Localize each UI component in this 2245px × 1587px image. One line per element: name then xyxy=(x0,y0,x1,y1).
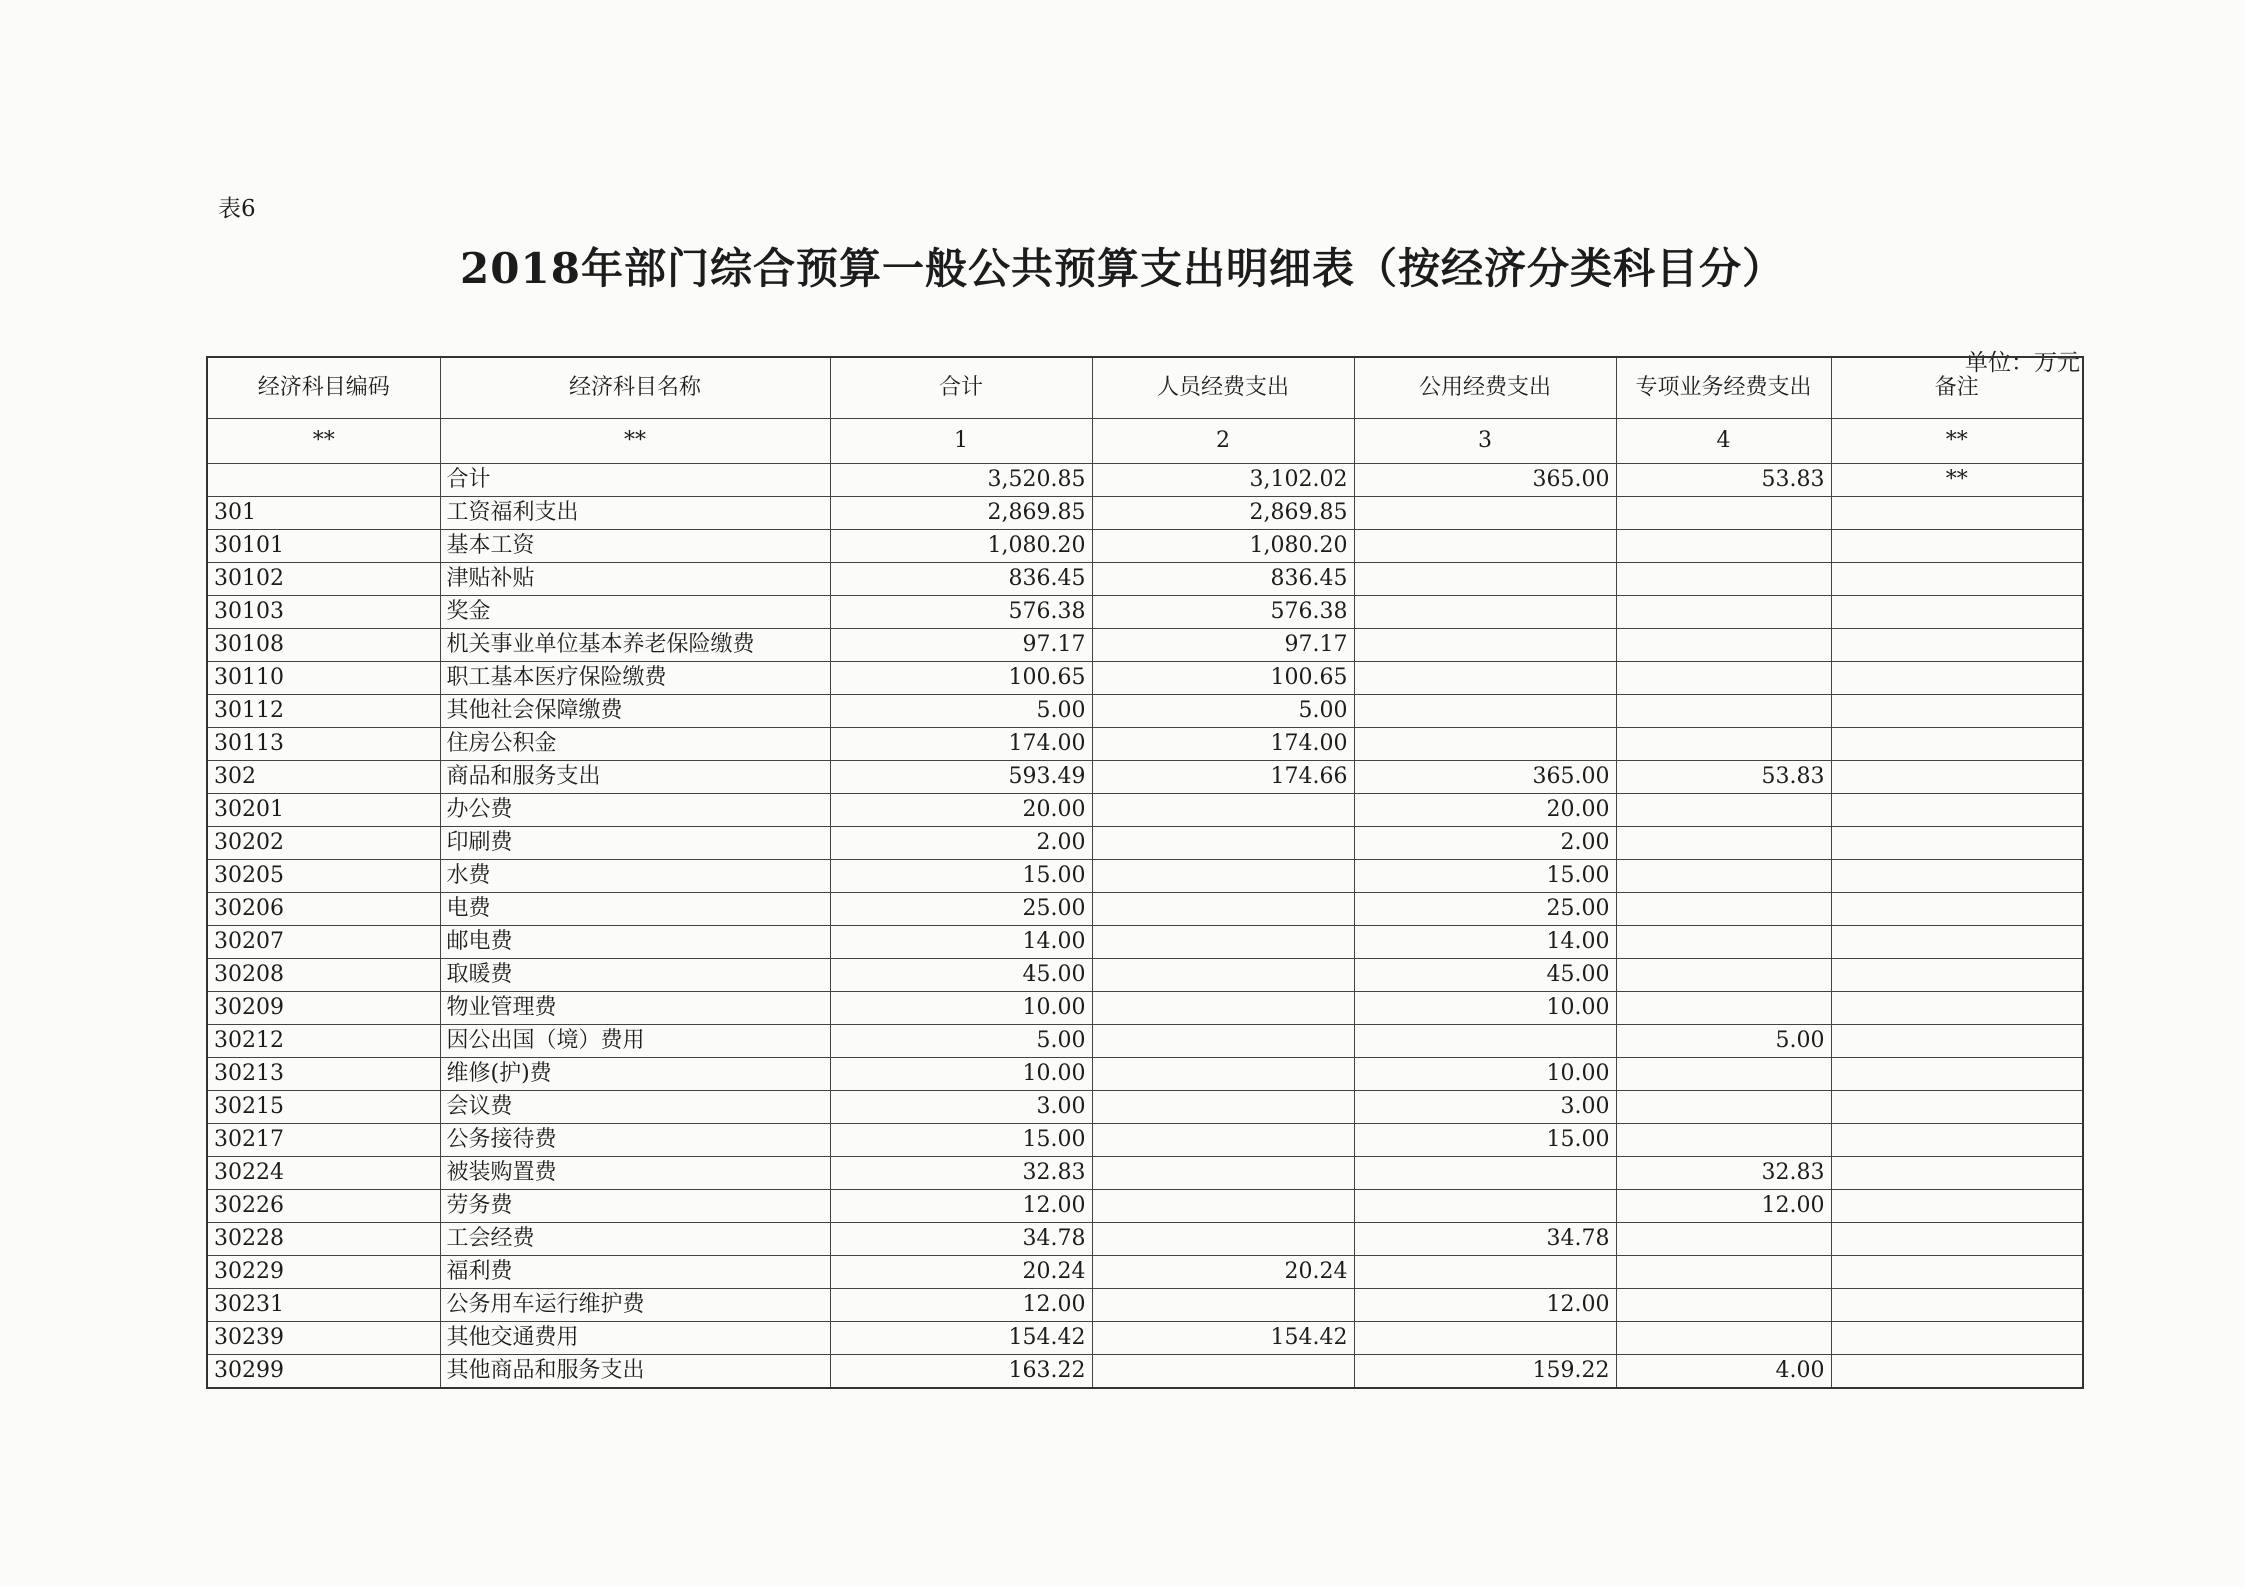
row-special xyxy=(1616,1058,1831,1091)
row-special xyxy=(1616,926,1831,959)
row-special xyxy=(1616,992,1831,1025)
row-personnel xyxy=(1092,1058,1354,1091)
row-public: 34.78 xyxy=(1354,1223,1616,1256)
row-special: 4.00 xyxy=(1616,1355,1831,1389)
row-special: 53.83 xyxy=(1616,464,1831,497)
row-note xyxy=(1831,563,2083,596)
row-code: 30209 xyxy=(207,992,440,1025)
row-special xyxy=(1616,1289,1831,1322)
table-row xyxy=(207,728,2083,761)
row-code: 301 xyxy=(207,497,440,530)
row-name: 合计 xyxy=(440,464,830,497)
row-code: 30201 xyxy=(207,794,440,827)
row-name: 印刷费 xyxy=(440,827,830,860)
row-public: 15.00 xyxy=(1354,1124,1616,1157)
row-special xyxy=(1616,629,1831,662)
row-code: 30202 xyxy=(207,827,440,860)
row-note xyxy=(1831,1256,2083,1289)
row-total: 174.00 xyxy=(830,728,1092,761)
row-public xyxy=(1354,530,1616,563)
row-public xyxy=(1354,662,1616,695)
table-row xyxy=(207,893,2083,926)
row-name: 其他商品和服务支出 xyxy=(440,1355,830,1389)
row-note xyxy=(1831,926,2083,959)
row-special xyxy=(1616,860,1831,893)
row-name: 邮电费 xyxy=(440,926,830,959)
table-row xyxy=(207,629,2083,662)
row-code: 30103 xyxy=(207,596,440,629)
row-total: 154.42 xyxy=(830,1322,1092,1355)
row-note xyxy=(1831,1223,2083,1256)
row-special xyxy=(1616,827,1831,860)
row-total: 10.00 xyxy=(830,1058,1092,1091)
row-total: 20.24 xyxy=(830,1256,1092,1289)
row-personnel xyxy=(1092,1223,1354,1256)
row-special: 12.00 xyxy=(1616,1190,1831,1223)
row-total: 2.00 xyxy=(830,827,1092,860)
row-public: 10.00 xyxy=(1354,992,1616,1025)
header-personnel: 人员经费支出 xyxy=(1092,357,1354,419)
row-note xyxy=(1831,827,2083,860)
row-public xyxy=(1354,1256,1616,1289)
row-public: 2.00 xyxy=(1354,827,1616,860)
row-name: 会议费 xyxy=(440,1091,830,1124)
row-public: 14.00 xyxy=(1354,926,1616,959)
row-note xyxy=(1831,794,2083,827)
row-code: 30229 xyxy=(207,1256,440,1289)
row-personnel: 97.17 xyxy=(1092,629,1354,662)
row-name: 物业管理费 xyxy=(440,992,830,1025)
column-index-row xyxy=(207,419,2083,464)
row-total: 32.83 xyxy=(830,1157,1092,1190)
table-row xyxy=(207,1322,2083,1355)
row-personnel: 5.00 xyxy=(1092,695,1354,728)
row-personnel: 3,102.02 xyxy=(1092,464,1354,497)
table-row xyxy=(207,959,2083,992)
row-code xyxy=(207,464,440,497)
row-note xyxy=(1831,596,2083,629)
table-row xyxy=(207,1289,2083,1322)
table-row xyxy=(207,1025,2083,1058)
row-code: 30231 xyxy=(207,1289,440,1322)
row-personnel xyxy=(1092,1091,1354,1124)
row-personnel xyxy=(1092,860,1354,893)
row-note xyxy=(1831,1091,2083,1124)
row-total: 12.00 xyxy=(830,1190,1092,1223)
row-personnel xyxy=(1092,1124,1354,1157)
row-personnel: 174.66 xyxy=(1092,761,1354,794)
row-personnel xyxy=(1092,794,1354,827)
table-number: 表6 xyxy=(218,196,256,222)
row-public: 15.00 xyxy=(1354,860,1616,893)
row-code: 30112 xyxy=(207,695,440,728)
row-name: 工会经费 xyxy=(440,1223,830,1256)
row-name: 因公出国（境）费用 xyxy=(440,1025,830,1058)
row-public xyxy=(1354,1322,1616,1355)
row-personnel: 836.45 xyxy=(1092,563,1354,596)
row-code: 30113 xyxy=(207,728,440,761)
row-code: 30205 xyxy=(207,860,440,893)
row-public: 25.00 xyxy=(1354,893,1616,926)
row-personnel: 2,869.85 xyxy=(1092,497,1354,530)
row-special xyxy=(1616,728,1831,761)
table-row xyxy=(207,1355,2083,1389)
row-total: 163.22 xyxy=(830,1355,1092,1389)
row-code: 30208 xyxy=(207,959,440,992)
row-total: 576.38 xyxy=(830,596,1092,629)
table-row xyxy=(207,662,2083,695)
row-public: 3.00 xyxy=(1354,1091,1616,1124)
table-row xyxy=(207,1256,2083,1289)
row-total: 1,080.20 xyxy=(830,530,1092,563)
table-row xyxy=(207,827,2083,860)
row-total: 5.00 xyxy=(830,1025,1092,1058)
row-total: 3,520.85 xyxy=(830,464,1092,497)
row-name: 津贴补贴 xyxy=(440,563,830,596)
table-row xyxy=(207,1223,2083,1256)
header-note: 备注 xyxy=(1831,357,2083,419)
row-name: 办公费 xyxy=(440,794,830,827)
row-code: 30213 xyxy=(207,1058,440,1091)
row-total: 20.00 xyxy=(830,794,1092,827)
table-row xyxy=(207,1157,2083,1190)
row-personnel xyxy=(1092,1289,1354,1322)
row-special: 53.83 xyxy=(1616,761,1831,794)
row-special xyxy=(1616,1124,1831,1157)
row-note xyxy=(1831,1322,2083,1355)
row-note xyxy=(1831,1157,2083,1190)
row-total: 14.00 xyxy=(830,926,1092,959)
index-total: 1 xyxy=(830,419,1092,464)
row-total: 34.78 xyxy=(830,1223,1092,1256)
row-special xyxy=(1616,596,1831,629)
row-public xyxy=(1354,1190,1616,1223)
row-note xyxy=(1831,728,2083,761)
header-total: 合计 xyxy=(830,357,1092,419)
row-personnel: 154.42 xyxy=(1092,1322,1354,1355)
row-total: 836.45 xyxy=(830,563,1092,596)
row-name: 基本工资 xyxy=(440,530,830,563)
row-name: 福利费 xyxy=(440,1256,830,1289)
row-note xyxy=(1831,1025,2083,1058)
row-total: 10.00 xyxy=(830,992,1092,1025)
row-note xyxy=(1831,1190,2083,1223)
unit-label: 单位：万元 xyxy=(1965,350,2080,376)
row-name: 水费 xyxy=(440,860,830,893)
row-public: 20.00 xyxy=(1354,794,1616,827)
table-row xyxy=(207,1091,2083,1124)
row-name: 机关事业单位基本养老保险缴费 xyxy=(440,629,830,662)
row-code: 30239 xyxy=(207,1322,440,1355)
row-name: 奖金 xyxy=(440,596,830,629)
row-code: 30212 xyxy=(207,1025,440,1058)
index-code: ** xyxy=(207,419,440,464)
table-row xyxy=(207,926,2083,959)
row-personnel xyxy=(1092,893,1354,926)
row-code: 30102 xyxy=(207,563,440,596)
table-row xyxy=(207,497,2083,530)
row-total: 3.00 xyxy=(830,1091,1092,1124)
row-public xyxy=(1354,629,1616,662)
row-public: 365.00 xyxy=(1354,464,1616,497)
index-name: ** xyxy=(440,419,830,464)
table-row xyxy=(207,992,2083,1025)
row-note xyxy=(1831,1124,2083,1157)
row-name: 电费 xyxy=(440,893,830,926)
row-note xyxy=(1831,992,2083,1025)
row-note xyxy=(1831,761,2083,794)
row-name: 公务接待费 xyxy=(440,1124,830,1157)
row-name: 取暖费 xyxy=(440,959,830,992)
table-row xyxy=(207,563,2083,596)
document-title: 2018年部门综合预算一般公共预算支出明细表（按经济分类科目分） xyxy=(460,244,1785,293)
row-code: 30101 xyxy=(207,530,440,563)
row-public xyxy=(1354,1025,1616,1058)
index-public: 3 xyxy=(1354,419,1616,464)
row-public xyxy=(1354,563,1616,596)
row-personnel: 100.65 xyxy=(1092,662,1354,695)
row-note xyxy=(1831,1355,2083,1389)
header-special: 专项业务经费支出 xyxy=(1616,357,1831,419)
row-code: 30110 xyxy=(207,662,440,695)
row-special xyxy=(1616,695,1831,728)
row-total: 100.65 xyxy=(830,662,1092,695)
index-personnel: 2 xyxy=(1092,419,1354,464)
row-note xyxy=(1831,497,2083,530)
header-public: 公用经费支出 xyxy=(1354,357,1616,419)
table-body xyxy=(207,357,2083,1388)
row-note xyxy=(1831,530,2083,563)
row-note xyxy=(1831,1058,2083,1091)
row-special xyxy=(1616,1091,1831,1124)
row-total: 15.00 xyxy=(830,860,1092,893)
row-total: 12.00 xyxy=(830,1289,1092,1322)
table-row xyxy=(207,761,2083,794)
row-code: 30224 xyxy=(207,1157,440,1190)
row-public xyxy=(1354,497,1616,530)
row-note xyxy=(1831,860,2083,893)
row-name: 维修(护)费 xyxy=(440,1058,830,1091)
row-name: 被装购置费 xyxy=(440,1157,830,1190)
row-personnel xyxy=(1092,959,1354,992)
row-personnel xyxy=(1092,992,1354,1025)
row-total: 5.00 xyxy=(830,695,1092,728)
row-note: ** xyxy=(1831,464,2083,497)
table-row xyxy=(207,1190,2083,1223)
row-personnel xyxy=(1092,1157,1354,1190)
row-code: 30207 xyxy=(207,926,440,959)
header-name: 经济科目名称 xyxy=(440,357,830,419)
row-total: 97.17 xyxy=(830,629,1092,662)
row-special xyxy=(1616,530,1831,563)
budget-table xyxy=(206,356,2084,1389)
row-note xyxy=(1831,959,2083,992)
row-special xyxy=(1616,959,1831,992)
row-name: 其他交通费用 xyxy=(440,1322,830,1355)
index-special: 4 xyxy=(1616,419,1831,464)
row-public xyxy=(1354,596,1616,629)
table-row xyxy=(207,530,2083,563)
row-name: 其他社会保障缴费 xyxy=(440,695,830,728)
row-total: 25.00 xyxy=(830,893,1092,926)
row-public: 12.00 xyxy=(1354,1289,1616,1322)
row-personnel xyxy=(1092,827,1354,860)
table-row xyxy=(207,596,2083,629)
row-personnel: 174.00 xyxy=(1092,728,1354,761)
header-row xyxy=(207,357,2083,419)
row-total: 593.49 xyxy=(830,761,1092,794)
row-special xyxy=(1616,563,1831,596)
row-public: 10.00 xyxy=(1354,1058,1616,1091)
row-name: 工资福利支出 xyxy=(440,497,830,530)
index-note: ** xyxy=(1831,419,2083,464)
row-public: 159.22 xyxy=(1354,1355,1616,1389)
row-special xyxy=(1616,1256,1831,1289)
row-name: 商品和服务支出 xyxy=(440,761,830,794)
row-special: 5.00 xyxy=(1616,1025,1831,1058)
row-code: 30215 xyxy=(207,1091,440,1124)
row-code: 30206 xyxy=(207,893,440,926)
row-special: 32.83 xyxy=(1616,1157,1831,1190)
table-row xyxy=(207,794,2083,827)
row-special xyxy=(1616,893,1831,926)
row-special xyxy=(1616,497,1831,530)
row-code: 30226 xyxy=(207,1190,440,1223)
row-public: 45.00 xyxy=(1354,959,1616,992)
header-code: 经济科目编码 xyxy=(207,357,440,419)
row-personnel xyxy=(1092,926,1354,959)
row-note xyxy=(1831,695,2083,728)
row-personnel: 1,080.20 xyxy=(1092,530,1354,563)
row-note xyxy=(1831,629,2083,662)
row-personnel xyxy=(1092,1355,1354,1389)
row-total: 15.00 xyxy=(830,1124,1092,1157)
row-special xyxy=(1616,1322,1831,1355)
row-code: 30299 xyxy=(207,1355,440,1389)
row-personnel xyxy=(1092,1025,1354,1058)
row-name: 住房公积金 xyxy=(440,728,830,761)
row-note xyxy=(1831,662,2083,695)
row-name: 劳务费 xyxy=(440,1190,830,1223)
row-code: 30228 xyxy=(207,1223,440,1256)
row-public xyxy=(1354,695,1616,728)
row-special xyxy=(1616,662,1831,695)
row-name: 职工基本医疗保险缴费 xyxy=(440,662,830,695)
row-public xyxy=(1354,1157,1616,1190)
row-note xyxy=(1831,1289,2083,1322)
row-code: 30108 xyxy=(207,629,440,662)
table-row xyxy=(207,860,2083,893)
row-code: 30217 xyxy=(207,1124,440,1157)
table-row xyxy=(207,464,2083,497)
row-special xyxy=(1616,794,1831,827)
row-public xyxy=(1354,728,1616,761)
row-code: 302 xyxy=(207,761,440,794)
row-personnel xyxy=(1092,1190,1354,1223)
row-special xyxy=(1616,1223,1831,1256)
row-personnel: 20.24 xyxy=(1092,1256,1354,1289)
table-row xyxy=(207,1124,2083,1157)
row-name: 公务用车运行维护费 xyxy=(440,1289,830,1322)
row-personnel: 576.38 xyxy=(1092,596,1354,629)
table-row xyxy=(207,1058,2083,1091)
table-row xyxy=(207,695,2083,728)
row-note xyxy=(1831,893,2083,926)
row-total: 45.00 xyxy=(830,959,1092,992)
row-public: 365.00 xyxy=(1354,761,1616,794)
row-total: 2,869.85 xyxy=(830,497,1092,530)
